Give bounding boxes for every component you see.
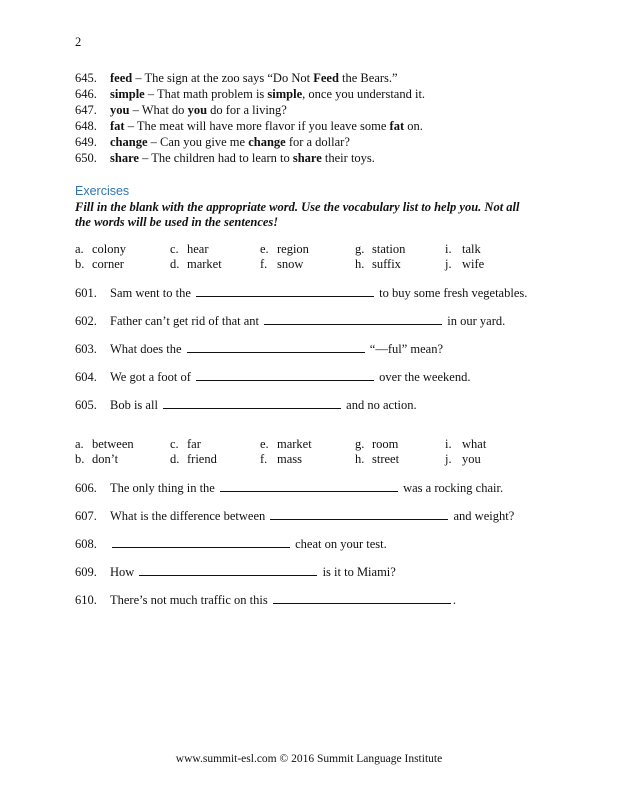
word-bank	[75, 242, 555, 272]
vocab-definition: What do you do for a living?	[141, 103, 287, 117]
word-bank-row	[75, 242, 555, 257]
vocab-definition: The meat will have more flavor if you leave some fat on.	[136, 119, 423, 133]
answer-blank[interactable]	[112, 536, 290, 548]
word-bank-item: g. station	[355, 242, 406, 256]
vocab-item: 650. share – The children had to learn to share their toys.	[75, 151, 375, 165]
answer-blank[interactable]	[163, 397, 341, 409]
exercise-sentence: 610. There’s not much traffic on this .	[75, 593, 456, 607]
word-bank-row	[75, 257, 555, 272]
vocab-item: 648. fat – The meat will have more flavor if you leave some fat on.	[75, 119, 423, 133]
vocab-item: 645. feed – The sign at the zoo says “Do Not Feed the Bears.”	[75, 71, 398, 85]
word-bank-item: a. colony	[75, 242, 127, 256]
word-bank-item: b. don’t	[75, 452, 119, 466]
sentence-list	[75, 285, 575, 425]
answer-blank[interactable]	[270, 508, 448, 520]
word-bank-item: i. what	[445, 437, 487, 451]
word-bank	[75, 437, 555, 467]
exercise-sentence: 602. Father can’t get rid of that ant in our yard.	[75, 314, 506, 328]
exercise-sentence: 606. The only thing in the was a rocking chair.	[75, 481, 504, 495]
word-bank-item: h. suffix	[355, 257, 401, 271]
word-bank-item: j. you	[445, 452, 481, 466]
vocab-number: 650.	[75, 151, 97, 165]
vocab-definition: That math problem is simple, once you understand it.	[157, 87, 426, 101]
word-bank-item: f. snow	[260, 257, 304, 271]
sentence-number: 608.	[75, 537, 97, 551]
sentence-number: 602.	[75, 314, 97, 328]
vocab-word: feed	[110, 71, 133, 85]
exercise-sentence: 607. What is the difference between and weight?	[75, 509, 515, 523]
vocab-definition: The children had to learn to share their toys.	[151, 151, 375, 165]
word-bank-item: d. market	[170, 257, 222, 271]
exercise-sentence: 604. We got a foot of over the weekend.	[75, 370, 471, 384]
vocab-word: share	[110, 151, 139, 165]
word-bank-item: g. room	[355, 437, 399, 451]
word-bank-item: c. far	[170, 437, 201, 451]
exercise-sentence: 603. What does the “—ful” mean?	[75, 342, 443, 356]
answer-blank[interactable]	[273, 592, 451, 604]
sentence-number: 604.	[75, 370, 97, 384]
exercises-heading: Exercises	[75, 184, 130, 198]
sentence-number: 610.	[75, 593, 97, 607]
exercise-sentence: 605. Bob is all and no action.	[75, 398, 417, 412]
word-bank-item: e. market	[260, 437, 312, 451]
word-bank-row	[75, 452, 555, 467]
vocab-word: simple	[110, 87, 145, 101]
sentence-number: 606.	[75, 481, 97, 495]
word-bank-item: a. between	[75, 437, 134, 451]
vocab-number: 648.	[75, 119, 97, 133]
word-bank-item: d. friend	[170, 452, 217, 466]
word-bank-item: f. mass	[260, 452, 302, 466]
vocab-item: 646. simple – That math problem is simple, once you understand it.	[75, 87, 426, 101]
vocab-item: 647. you – What do you do for a living?	[75, 103, 287, 117]
word-bank-item: i. talk	[445, 242, 481, 256]
sentence-number: 607.	[75, 509, 97, 523]
word-bank-item: j. wife	[445, 257, 485, 271]
exercise-sentence: 609. How is it to Miami?	[75, 565, 396, 579]
exercise-sentence: 601. Sam went to the to buy some fresh vegetables.	[75, 286, 528, 300]
answer-blank[interactable]	[187, 341, 365, 353]
answer-blank[interactable]	[196, 285, 374, 297]
word-bank-row	[75, 437, 555, 452]
page-footer: www.summit-esl.com © 2016 Summit Language Institute	[175, 753, 443, 765]
sentence-list	[75, 480, 575, 620]
vocab-definition: Can you give me change for a dollar?	[160, 135, 350, 149]
answer-blank[interactable]	[139, 564, 317, 576]
sentence-number: 609.	[75, 565, 97, 579]
vocab-definition: The sign at the zoo says “Do Not Feed the Bears.”	[144, 71, 398, 85]
word-bank-item: b. corner	[75, 257, 124, 271]
exercise-sentence: 608. cheat on your test.	[75, 537, 387, 551]
word-bank-item: c. hear	[170, 242, 209, 256]
vocab-number: 647.	[75, 103, 97, 117]
vocab-item: 649. change – Can you give me change for a dollar?	[75, 135, 350, 149]
sentence-number: 605.	[75, 398, 97, 412]
answer-blank[interactable]	[264, 313, 442, 325]
sentence-number: 603.	[75, 342, 97, 356]
vocabulary-list	[75, 70, 595, 166]
word-bank-item: h. street	[355, 452, 400, 466]
word-bank-item: e. region	[260, 242, 309, 256]
vocab-number: 645.	[75, 71, 97, 85]
vocab-word: change	[110, 135, 148, 149]
answer-blank[interactable]	[196, 369, 374, 381]
exercises-instructions: Fill in the blank with the appropriate word. Use the vocabulary list to help you. Not all the words will be used in the sentences!	[75, 200, 520, 229]
vocab-number: 646.	[75, 87, 97, 101]
vocab-word: fat	[110, 119, 125, 133]
page-number: 2	[75, 35, 82, 49]
answer-blank[interactable]	[220, 480, 398, 492]
sentence-number: 601.	[75, 286, 97, 300]
vocab-number: 649.	[75, 135, 97, 149]
vocab-word: you	[110, 103, 130, 117]
